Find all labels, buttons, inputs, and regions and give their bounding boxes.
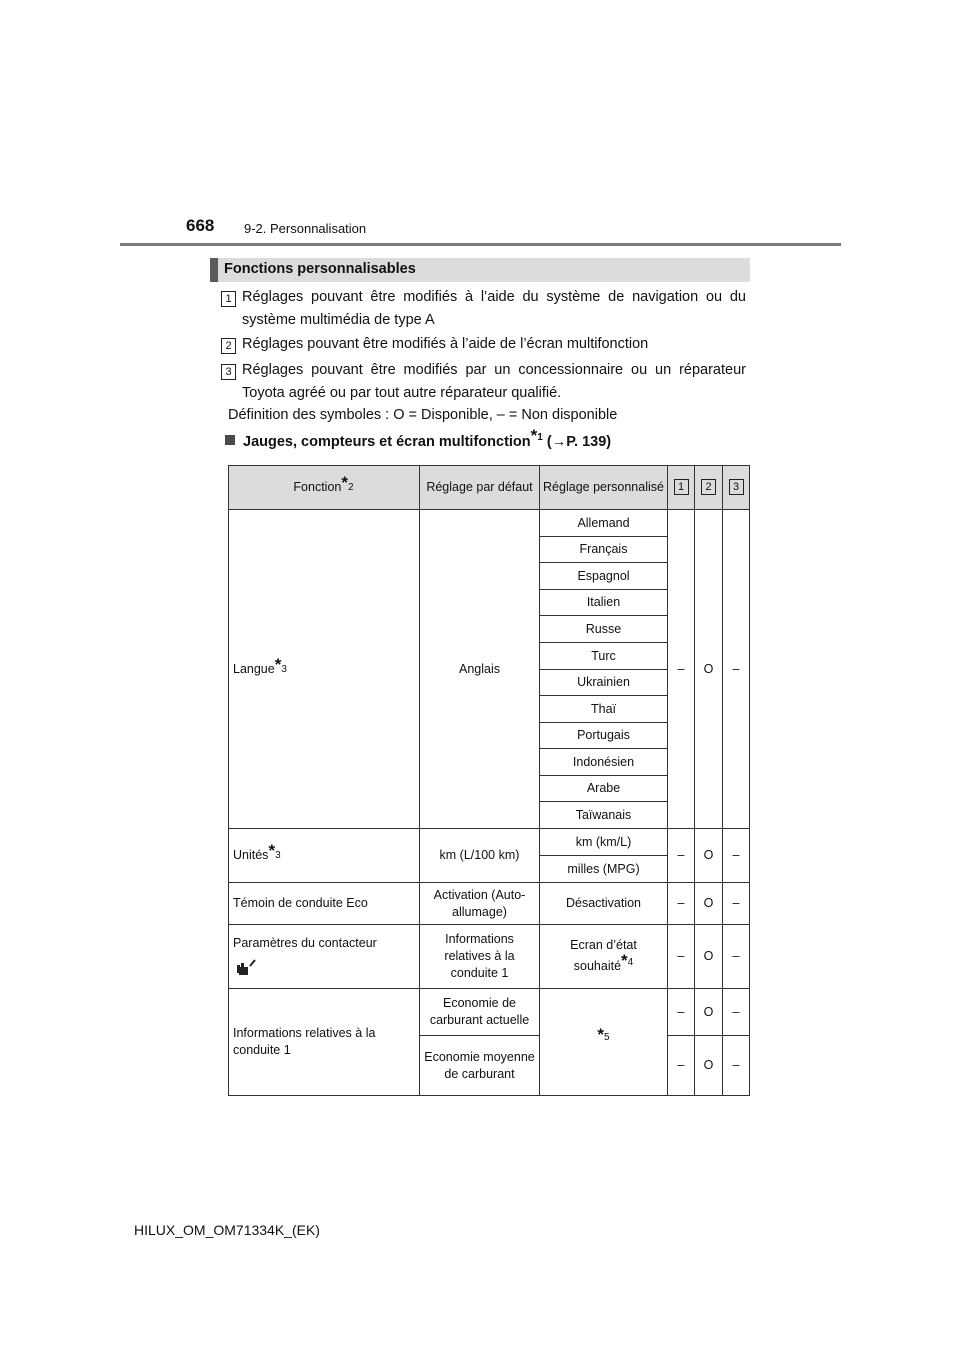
footnote-number: 3 [275, 850, 281, 861]
langue-option-label: Indonésien [572, 754, 635, 769]
langue-option-label: Turc [591, 648, 616, 663]
row-contacteur-col-1 [668, 925, 695, 989]
item-number-3: 3 [221, 364, 236, 380]
eco-label: Témoin de conduite Eco [233, 896, 368, 910]
langue-option-label: Russe [585, 621, 622, 636]
availability-value: – [677, 1004, 685, 1019]
row-langue-col-3 [723, 510, 750, 829]
langue-option-label: Portugais [577, 728, 630, 742]
langue-option [540, 510, 668, 537]
row-contacteur-function [228, 925, 420, 989]
footnote-star-icon: * [274, 654, 282, 674]
row-contacteur-col-3 [723, 925, 750, 989]
header-col-3 [723, 465, 750, 510]
contacteur-label: Paramètres du contacteur [233, 936, 377, 950]
availability-value: – [677, 949, 685, 963]
row-unites-default [420, 829, 540, 883]
footnote-number: 4 [627, 957, 634, 969]
availability-value: O [703, 848, 714, 862]
langue-option-label: Allemand [577, 515, 630, 530]
langue-option [540, 670, 668, 696]
langue-option-label: Taïwanais [575, 807, 632, 822]
contacteur-custom-wrap [543, 937, 664, 975]
langue-option-label: Thaï [590, 701, 616, 716]
item-text-2: Réglages pouvant être modifiés à l’aide de l’écran multifonction [242, 336, 649, 352]
footnote-star-icon: * [268, 841, 276, 860]
row-unites-col-2 [695, 829, 723, 883]
contacteur-custom-value: Ecran d’état souhaité [570, 938, 637, 974]
langue-option [540, 776, 668, 802]
item-number-2: 2 [221, 338, 236, 354]
section-heading [210, 258, 750, 282]
header-custom [540, 465, 668, 510]
langue-option [540, 590, 668, 616]
langue-option [540, 643, 668, 670]
settings-table [228, 465, 750, 1096]
unites-option [540, 856, 668, 883]
availability-value: – [677, 848, 685, 862]
langue-option [540, 616, 668, 643]
row-info-custom [540, 989, 668, 1096]
row-eco-col-2 [695, 883, 723, 925]
availability-value: – [732, 848, 740, 862]
info-custom-wrap [597, 1025, 610, 1050]
footnote-number: 1 [537, 432, 543, 444]
row-langue-function [228, 510, 420, 829]
section-heading-text: Fonctions personnalisables [224, 261, 416, 277]
unites-option [540, 829, 668, 856]
header-rule [120, 243, 841, 246]
row-unites-col-1 [668, 829, 695, 883]
header-col-1 [668, 465, 695, 510]
header-col-1-number: 1 [674, 479, 689, 495]
info-row-2-col-1 [668, 1036, 695, 1096]
info-label: Informations relatives à la conduite 1 [233, 1026, 376, 1057]
langue-option-label: Ukrainien [577, 675, 630, 689]
header-fonction [228, 465, 420, 510]
availability-value: O [703, 1004, 714, 1019]
section-title: 9-2. Personnalisation [244, 221, 367, 236]
availability-value: – [732, 1058, 740, 1072]
footnote-number: 3 [281, 663, 287, 675]
document-code: HILUX_OM_OM71334K_(EK) [134, 1222, 320, 1238]
subsection-heading-text: Jauges, compteurs et écran multifonction [243, 434, 531, 450]
availability-value: – [732, 949, 740, 963]
row-langue-col-1 [668, 510, 695, 829]
unites-label: Unités [233, 848, 269, 862]
footnote-number: 2 [348, 481, 354, 493]
info-row-2-col-2 [695, 1036, 723, 1096]
unites-option-label: km (km/L) [575, 834, 632, 849]
info-default-value: Economie moyenne de carburant [424, 1049, 535, 1081]
footnote-star-icon: * [341, 472, 348, 492]
availability-value: O [703, 896, 714, 910]
availability-value: – [732, 896, 740, 910]
langue-option-label: Français [579, 542, 628, 556]
header-default [420, 465, 540, 510]
row-langue-default [420, 510, 540, 829]
row-langue-col-2 [695, 510, 723, 829]
row-eco-custom [540, 883, 668, 925]
availability-value: – [677, 896, 685, 910]
langue-option [540, 563, 668, 590]
availability-value: O [703, 949, 714, 963]
bullet-square-icon [225, 435, 235, 445]
contacteur-default-value: Informations relatives à la conduite 1 [444, 932, 515, 980]
info-row-1-col-1 [668, 989, 695, 1036]
heading-accent [210, 258, 218, 282]
availability-value: O [703, 1058, 714, 1072]
langue-option [540, 696, 668, 723]
symbol-legend: Définition des symboles : O = Disponible, – = Non disponible [228, 407, 618, 423]
availability-value: – [732, 661, 740, 676]
row-eco-function [228, 883, 420, 925]
footnote-star-icon: * [597, 1025, 605, 1045]
row-unites-col-3 [723, 829, 750, 883]
info-row-1-col-3 [723, 989, 750, 1036]
row-eco-col-1 [668, 883, 695, 925]
item-text-3: Réglages pouvant être modifiés par un concessionnaire ou un réparateur Toyota agréé ou par tout autre réparateur qualifié. [242, 362, 746, 401]
unites-default-value: km (L/100 km) [439, 848, 520, 862]
langue-option [540, 537, 668, 563]
eco-custom-value: Désactivation [565, 896, 642, 910]
info-default-2 [420, 1036, 540, 1096]
eco-default-value: Activation (Auto-allumage) [433, 887, 526, 919]
langue-default-value: Anglais [459, 661, 500, 676]
langue-option-label: Italien [586, 595, 621, 609]
header-col-2 [695, 465, 723, 510]
langue-option [540, 723, 668, 749]
subsection-heading [225, 426, 612, 451]
info-default-1 [420, 989, 540, 1036]
row-eco-col-3 [723, 883, 750, 925]
header-fonction-label: Fonction [293, 479, 342, 494]
langue-option [540, 749, 668, 776]
row-unites-function [228, 829, 420, 883]
langue-label: Langue [233, 661, 275, 676]
langue-option-label: Espagnol [577, 568, 630, 583]
row-contacteur-default [420, 925, 540, 989]
row-contacteur-col-2 [695, 925, 723, 989]
langue-option-label: Arabe [586, 781, 621, 795]
page-reference[interactable]: (→P. 139) [546, 434, 612, 450]
row-eco-default [420, 883, 540, 925]
availability-value: – [677, 661, 685, 676]
header-custom-label: Réglage personnalisé [543, 479, 664, 494]
availability-value: – [677, 1058, 685, 1072]
unites-option-label: milles (MPG) [567, 861, 640, 876]
availability-value: – [732, 1004, 740, 1019]
info-row-1-col-2 [695, 989, 723, 1036]
row-info-function [228, 989, 420, 1096]
footnote-star-icon: * [530, 426, 538, 445]
info-row-2-col-3 [723, 1036, 750, 1096]
header-col-3-number: 3 [729, 479, 744, 495]
item-number-1: 1 [221, 291, 236, 307]
item-text-1: Réglages pouvant être modifiés à l’aide du système de navigation ou du système multimédia de type A [242, 289, 746, 328]
footnote-star-icon: * [621, 950, 628, 970]
header-col-2-number: 2 [701, 479, 716, 495]
info-default-value: Economie de carburant actuelle [429, 996, 530, 1027]
footnote-number: 5 [604, 1032, 610, 1043]
row-contacteur-custom [540, 925, 668, 989]
availability-value: O [703, 661, 714, 676]
header-default-label: Réglage par défaut [426, 479, 533, 494]
page-number: 668 [186, 216, 215, 235]
langue-option [540, 802, 668, 829]
steering-switch-icon [237, 958, 259, 978]
